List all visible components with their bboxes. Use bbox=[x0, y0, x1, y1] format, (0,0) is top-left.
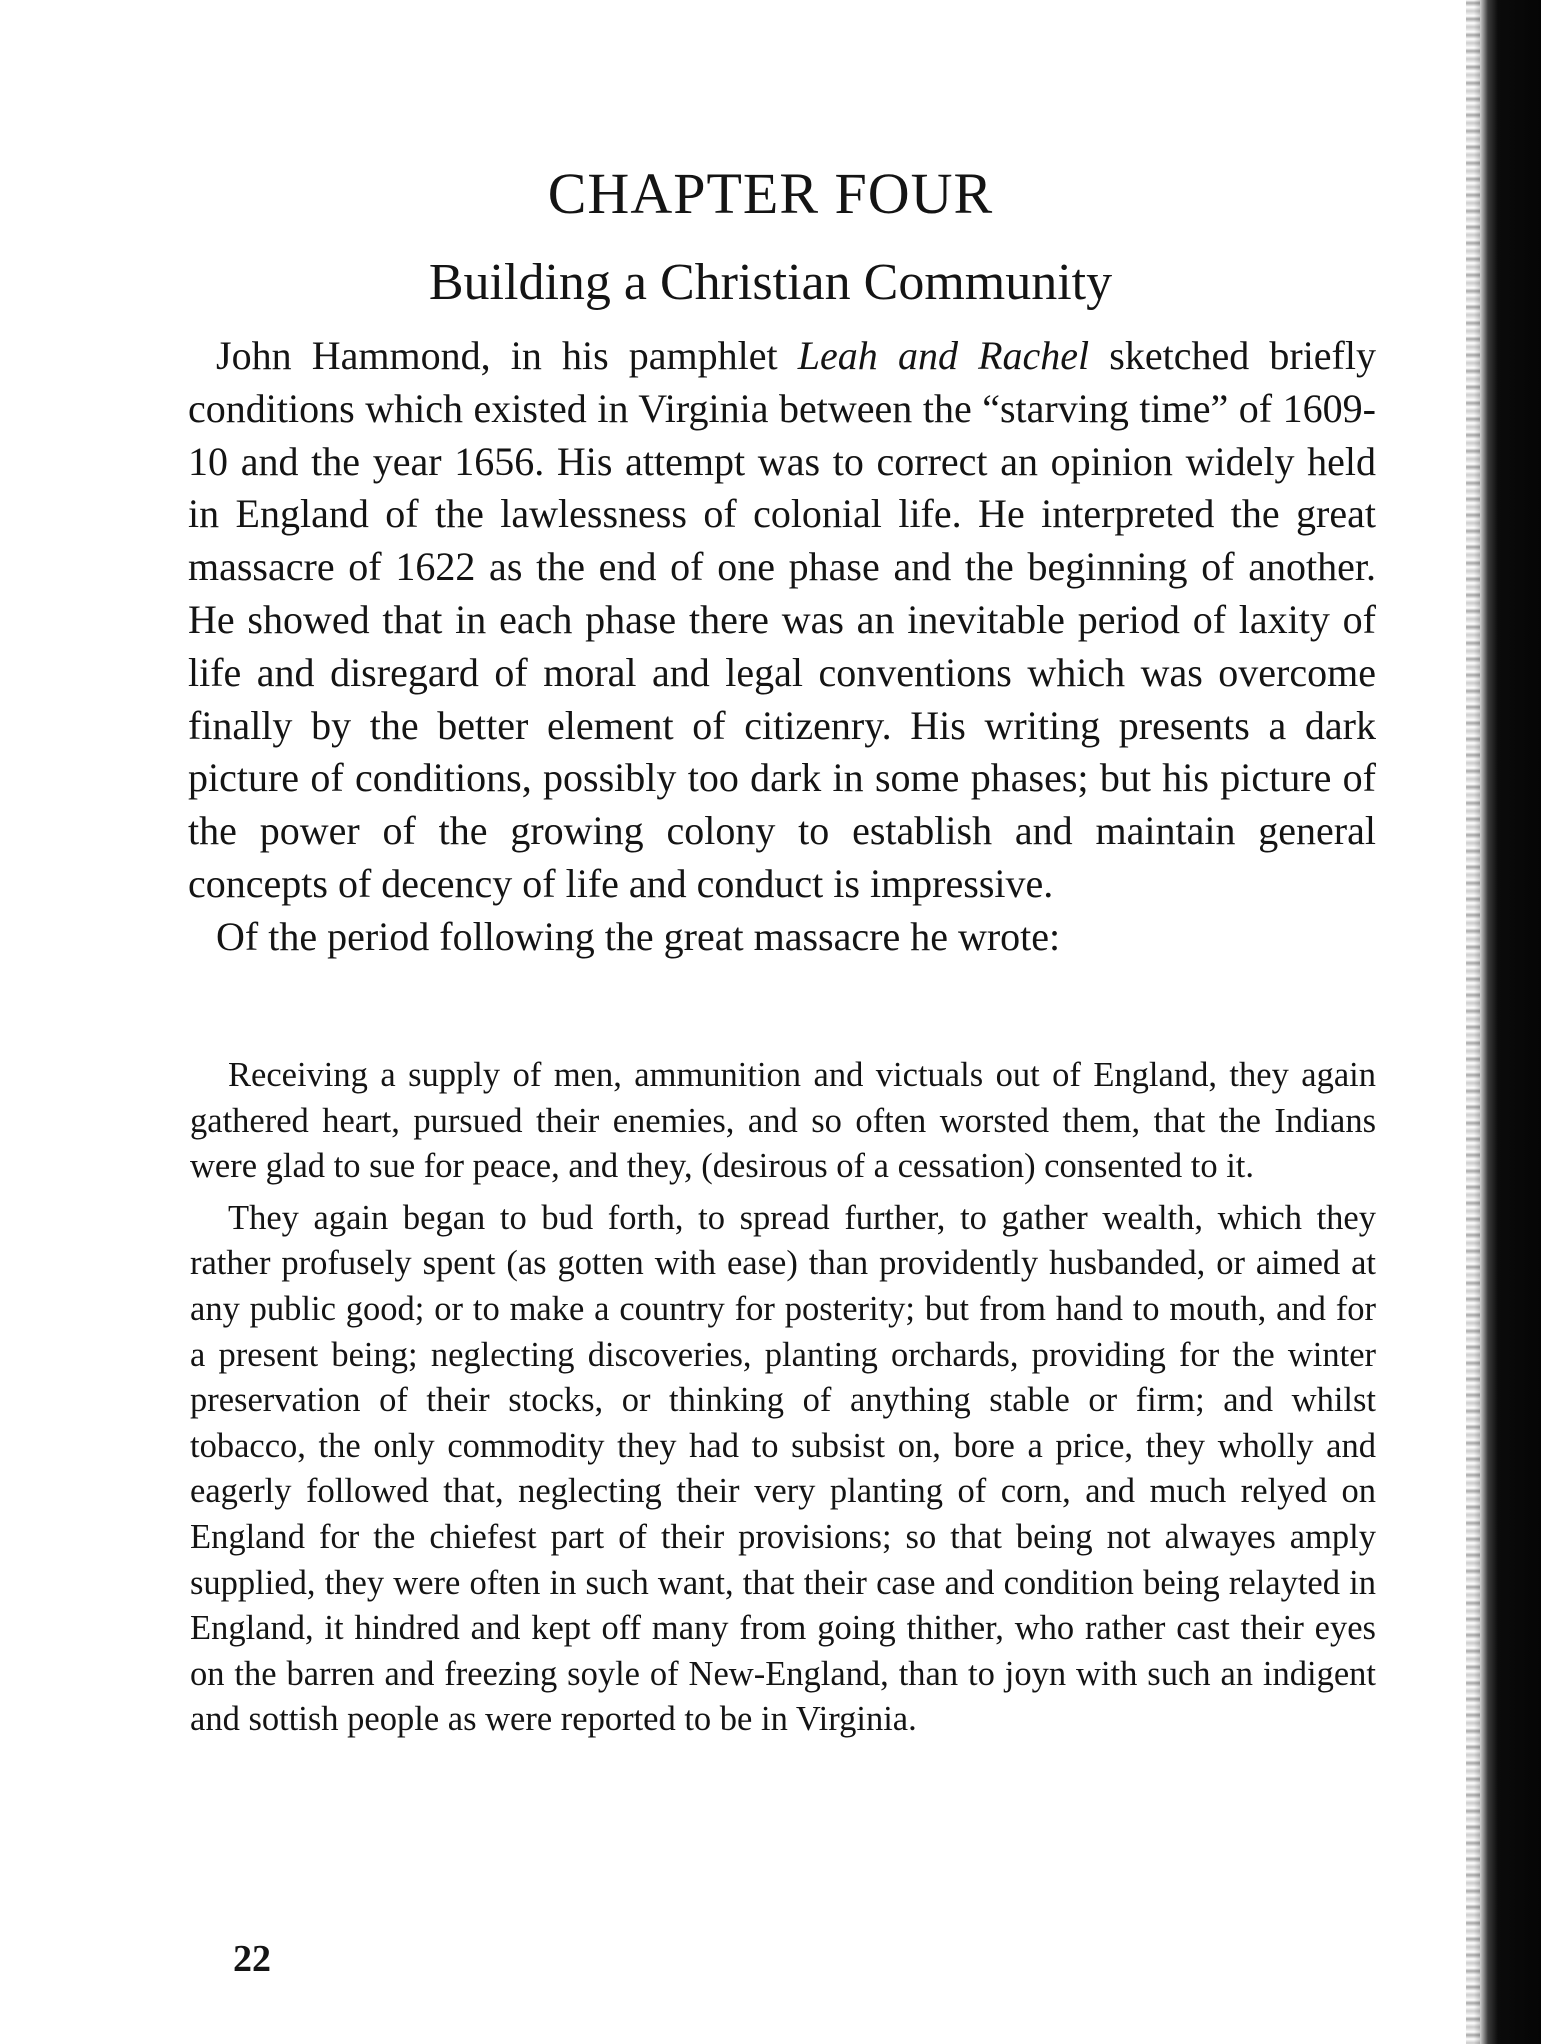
pamphlet-title: Leah and Rachel bbox=[797, 333, 1090, 378]
chapter-title: Building a Christian Community bbox=[428, 254, 1113, 311]
paragraph-hammond-rest: sketched briefly conditions which existed in Virginia between the “starving time” of 1609-10 and the year 1656. His attempt was to correct an opinion widely held in England of the lawlessness of colonial life. He interpreted the great massacre of 1622 as the end of one phase and the beginning of another. He showed that in each phase there was an inevitable period of laxity of life and disregard of moral and legal conventions which was overcome finally by the better element of citizenry. His writing presents a dark picture of conditions, possibly too dark in some phases; but his picture of the power of the growing colony to establish and maintain general concepts of decency of life and conduct is impressive. bbox=[188, 333, 1376, 906]
body-text bbox=[188, 330, 1376, 964]
page-number: 22 bbox=[233, 1938, 271, 1980]
quote-paragraph: They again began to bud forth, to spread further, to gather wealth, which they rather profusely spent (as gotten with ease) than providently husbanded, or aimed at any public good; or to make a country for posterity; but from hand to mouth, and for a present being; neglecting discoveries, planting orchards, providing for the winter preservation of their stocks, or thinking of anything stable or firm; and whilst tobacco, the only commodity they had to subsist on, bore a price, they wholly and eagerly followed that, neglecting their very planting of corn, and much relyed on England for the chiefest part of their provisions; so that being not alwayes amply supplied, they were often in such want, that their case and condition being relayted in England, it hindred and kept off many from going thither, who rather cast their eyes on the barren and freezing soyle of New-England, than to joyn with such an indigent and sottish people as were reported to be in Virginia. bbox=[190, 1198, 1376, 1739]
paragraph-hammond-start: John Hammond, in his pamphlet bbox=[216, 333, 798, 378]
quote-paragraph: Receiving a supply of men, ammunition and victuals out of England, they again gathered heart, pursued their enemies, and so often worsted them, that the Indians were glad to sue for peace, and they, (desirous of a cessation) consented to it. bbox=[190, 1056, 1376, 1186]
paragraph-intro-quote: Of the period following the great massacre he wrote: bbox=[216, 913, 1061, 959]
paragraph-hammond bbox=[188, 330, 1376, 911]
chapter-label: CHAPTER FOUR bbox=[547, 161, 994, 226]
block-quote bbox=[190, 1053, 1376, 1743]
